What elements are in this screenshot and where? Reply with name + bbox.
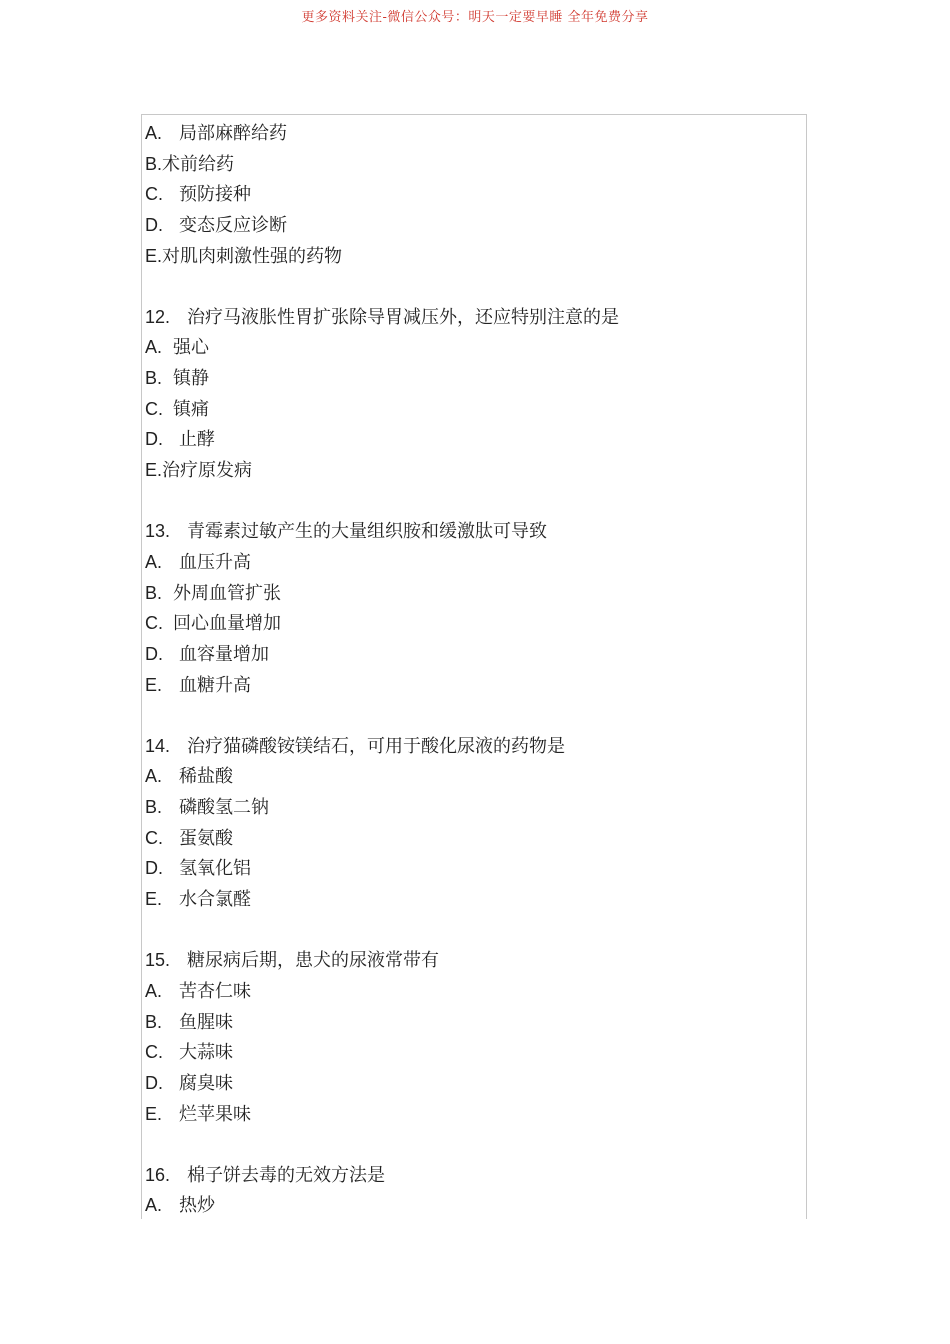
option-label: D. bbox=[145, 214, 163, 235]
answer-option bbox=[145, 1037, 795, 1068]
answer-option bbox=[145, 853, 795, 884]
answer-option bbox=[145, 118, 795, 149]
option-label: A. bbox=[145, 551, 163, 572]
answer-option bbox=[145, 761, 795, 792]
question-number: 14. bbox=[145, 735, 171, 756]
option-label: A. bbox=[145, 766, 163, 787]
option-label: B. bbox=[145, 153, 163, 174]
option-text: 变态反应诊断 bbox=[179, 214, 287, 236]
option-text: 镇痛 bbox=[173, 398, 209, 420]
option-text: 血容量增加 bbox=[179, 643, 269, 665]
question-stem bbox=[145, 302, 795, 333]
option-text: 磷酸氢二钠 bbox=[179, 797, 269, 819]
answer-option bbox=[145, 578, 795, 609]
answer-option bbox=[145, 670, 795, 701]
option-text: 预防接种 bbox=[179, 184, 251, 206]
option-text: 苦杏仁味 bbox=[179, 980, 251, 1002]
answer-option bbox=[145, 455, 795, 486]
option-text: 对肌肉刺激性强的药物 bbox=[162, 245, 343, 267]
option-label: C. bbox=[145, 1042, 163, 1063]
option-label: D. bbox=[145, 643, 163, 664]
option-text: 大蒜味 bbox=[179, 1042, 233, 1064]
option-text: 蛋氨酸 bbox=[179, 827, 233, 849]
option-label: A. bbox=[145, 123, 163, 143]
option-text: 术前给药 bbox=[162, 153, 235, 175]
option-text: 稀盐酸 bbox=[179, 766, 233, 788]
option-label: E. bbox=[145, 460, 163, 481]
option-label: B. bbox=[145, 797, 163, 818]
option-text: 回心血量增加 bbox=[173, 613, 281, 635]
spacer bbox=[145, 486, 795, 517]
question-number: 15. bbox=[145, 950, 171, 971]
option-label: D. bbox=[145, 1072, 163, 1093]
question-text: 治疗马液胀性胃扩张除导胃减压外，还应特别注意的是 bbox=[187, 306, 619, 328]
option-text: 血压升高 bbox=[179, 551, 251, 573]
answer-option bbox=[145, 608, 795, 639]
option-label: A. bbox=[145, 980, 163, 1001]
answer-option bbox=[145, 1190, 795, 1219]
answer-option bbox=[145, 976, 795, 1007]
answer-option bbox=[145, 823, 795, 854]
question-number: 16. bbox=[145, 1164, 171, 1185]
option-label: D. bbox=[145, 858, 163, 879]
option-label: D. bbox=[145, 429, 163, 450]
spacer bbox=[145, 1129, 795, 1160]
option-label: C. bbox=[145, 184, 163, 205]
question-text: 糖尿病后期，患犬的尿液常带有 bbox=[187, 950, 439, 972]
question-stem bbox=[145, 1160, 795, 1191]
question-number: 12. bbox=[145, 306, 171, 327]
option-text: 氢氧化铝 bbox=[179, 858, 251, 880]
option-text: 止酵 bbox=[179, 429, 215, 451]
option-text: 外周血管扩张 bbox=[173, 582, 281, 604]
option-text: 腐臭味 bbox=[179, 1072, 233, 1094]
option-label: B. bbox=[145, 368, 163, 389]
option-label: E. bbox=[145, 245, 163, 266]
option-text: 烂苹果味 bbox=[179, 1103, 251, 1125]
spacer bbox=[145, 700, 795, 731]
question-number: 13. bbox=[145, 521, 171, 542]
question-stem bbox=[145, 516, 795, 547]
answer-option bbox=[145, 179, 795, 210]
option-label: E. bbox=[145, 1103, 163, 1124]
question-text: 青霉素过敏产生的大量组织胺和缓激肽可导致 bbox=[187, 521, 547, 543]
question-stem bbox=[145, 945, 795, 976]
option-label: A. bbox=[145, 1195, 163, 1216]
option-text: 鱼腥味 bbox=[179, 1011, 233, 1033]
answer-option bbox=[145, 1068, 795, 1099]
answer-option bbox=[145, 394, 795, 425]
option-label: E. bbox=[145, 889, 163, 910]
option-label: C. bbox=[145, 613, 163, 634]
question-stem bbox=[145, 731, 795, 762]
option-text: 局部麻醉给药 bbox=[179, 123, 287, 144]
answer-option bbox=[145, 241, 795, 272]
option-text: 强心 bbox=[173, 337, 209, 359]
answer-option bbox=[145, 210, 795, 241]
question-text: 治疗猫磷酸铵镁结石，可用于酸化尿液的药物是 bbox=[187, 735, 565, 757]
option-label: B. bbox=[145, 582, 163, 603]
document-page bbox=[141, 114, 807, 1219]
option-text: 治疗原发病 bbox=[162, 460, 253, 482]
header-banner: 更多资料关注-微信公众号：明天一定要早睡 全年免费分享 bbox=[301, 10, 649, 25]
spacer bbox=[145, 271, 795, 302]
spacer bbox=[145, 915, 795, 946]
option-text: 镇静 bbox=[173, 368, 209, 390]
answer-option bbox=[145, 547, 795, 578]
option-text: 血糖升高 bbox=[179, 674, 251, 696]
answer-option bbox=[145, 332, 795, 363]
answer-option bbox=[145, 363, 795, 394]
answer-option bbox=[145, 884, 795, 915]
option-label: B. bbox=[145, 1011, 163, 1032]
question-text: 棉子饼去毒的无效方法是 bbox=[187, 1164, 385, 1186]
question-list bbox=[145, 118, 795, 1219]
answer-option bbox=[145, 1099, 795, 1130]
answer-option bbox=[145, 149, 795, 180]
answer-option bbox=[145, 792, 795, 823]
answer-option bbox=[145, 1007, 795, 1038]
answer-option bbox=[145, 424, 795, 455]
option-label: A. bbox=[145, 337, 163, 358]
option-text: 热炒 bbox=[179, 1195, 215, 1217]
option-label: C. bbox=[145, 827, 163, 848]
option-label: C. bbox=[145, 398, 163, 419]
answer-option bbox=[145, 639, 795, 670]
option-label: E. bbox=[145, 674, 163, 695]
option-text: 水合氯醛 bbox=[179, 889, 251, 911]
